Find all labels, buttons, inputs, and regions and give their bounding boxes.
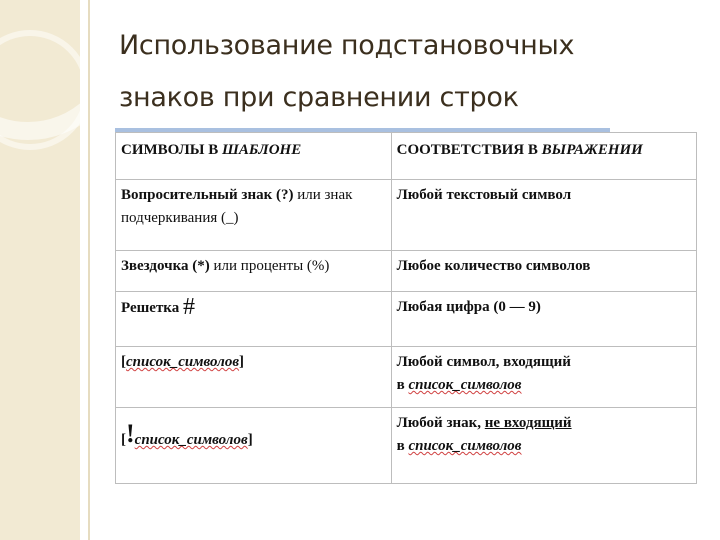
decorative-side-line bbox=[88, 0, 90, 540]
match-underlined-text: не входящий bbox=[484, 415, 572, 431]
match-italic-text: список_символов bbox=[408, 377, 522, 393]
pattern-bold-text: Решетка bbox=[121, 300, 183, 316]
match-line1: Любой знак, bbox=[396, 415, 485, 431]
pattern-cell bbox=[116, 347, 392, 408]
bracket-close: ] bbox=[247, 432, 253, 448]
wildcard-table-container bbox=[115, 128, 695, 484]
header-cell-pattern bbox=[116, 133, 392, 180]
match-cell bbox=[391, 408, 696, 484]
pattern-italic-text: список_символов bbox=[126, 354, 240, 370]
header-cell-match bbox=[391, 133, 696, 180]
match-italic-text: список_символов bbox=[408, 438, 522, 454]
slide-title: Использование подстановочных знаков при сравнении строк bbox=[119, 30, 575, 113]
table-row bbox=[116, 251, 697, 292]
pattern-cell bbox=[116, 251, 392, 292]
table-row bbox=[116, 292, 697, 347]
match-cell bbox=[391, 347, 696, 408]
match-cell: Любое количество символов bbox=[391, 251, 696, 292]
header-pattern-italic: ШАБЛОНЕ bbox=[222, 142, 302, 158]
table-row bbox=[116, 347, 697, 408]
match-cell: Любая цифра (0 — 9) bbox=[391, 292, 696, 347]
pattern-bold-text: Звездочка (*) bbox=[121, 258, 210, 274]
header-match-italic: ВЫРАЖЕНИИ bbox=[541, 142, 643, 158]
pattern-cell bbox=[116, 292, 392, 347]
pattern-cell bbox=[116, 180, 392, 251]
match-prefix: в bbox=[396, 377, 409, 393]
table-row bbox=[116, 180, 697, 251]
decorative-side-strip bbox=[0, 0, 80, 540]
table-row bbox=[116, 408, 697, 484]
bracket-open: [ bbox=[121, 354, 126, 370]
wildcard-table bbox=[115, 132, 697, 484]
hash-symbol: # bbox=[182, 294, 195, 320]
match-prefix: в bbox=[396, 438, 409, 454]
pattern-rest-text: или знак подчеркивания (_) bbox=[121, 187, 353, 226]
pattern-rest-text: или проценты (%) bbox=[209, 258, 330, 274]
match-cell: Любой текстовый символ bbox=[391, 180, 696, 251]
match-line1: Любой символ, входящий bbox=[396, 354, 571, 370]
pattern-bold-text: Вопросительный знак (?) bbox=[121, 187, 294, 203]
header-match-text: СООТВЕТСТВИЯ В bbox=[396, 142, 542, 158]
pattern-cell bbox=[116, 408, 392, 484]
bracket-open: [ bbox=[121, 432, 126, 448]
exclamation-symbol: ! bbox=[126, 419, 135, 448]
pattern-italic-text: список_символов bbox=[134, 432, 248, 448]
header-pattern-text: СИМВОЛЫ В bbox=[121, 142, 222, 158]
table-header-row bbox=[116, 133, 697, 180]
bracket-close: ] bbox=[239, 354, 245, 370]
